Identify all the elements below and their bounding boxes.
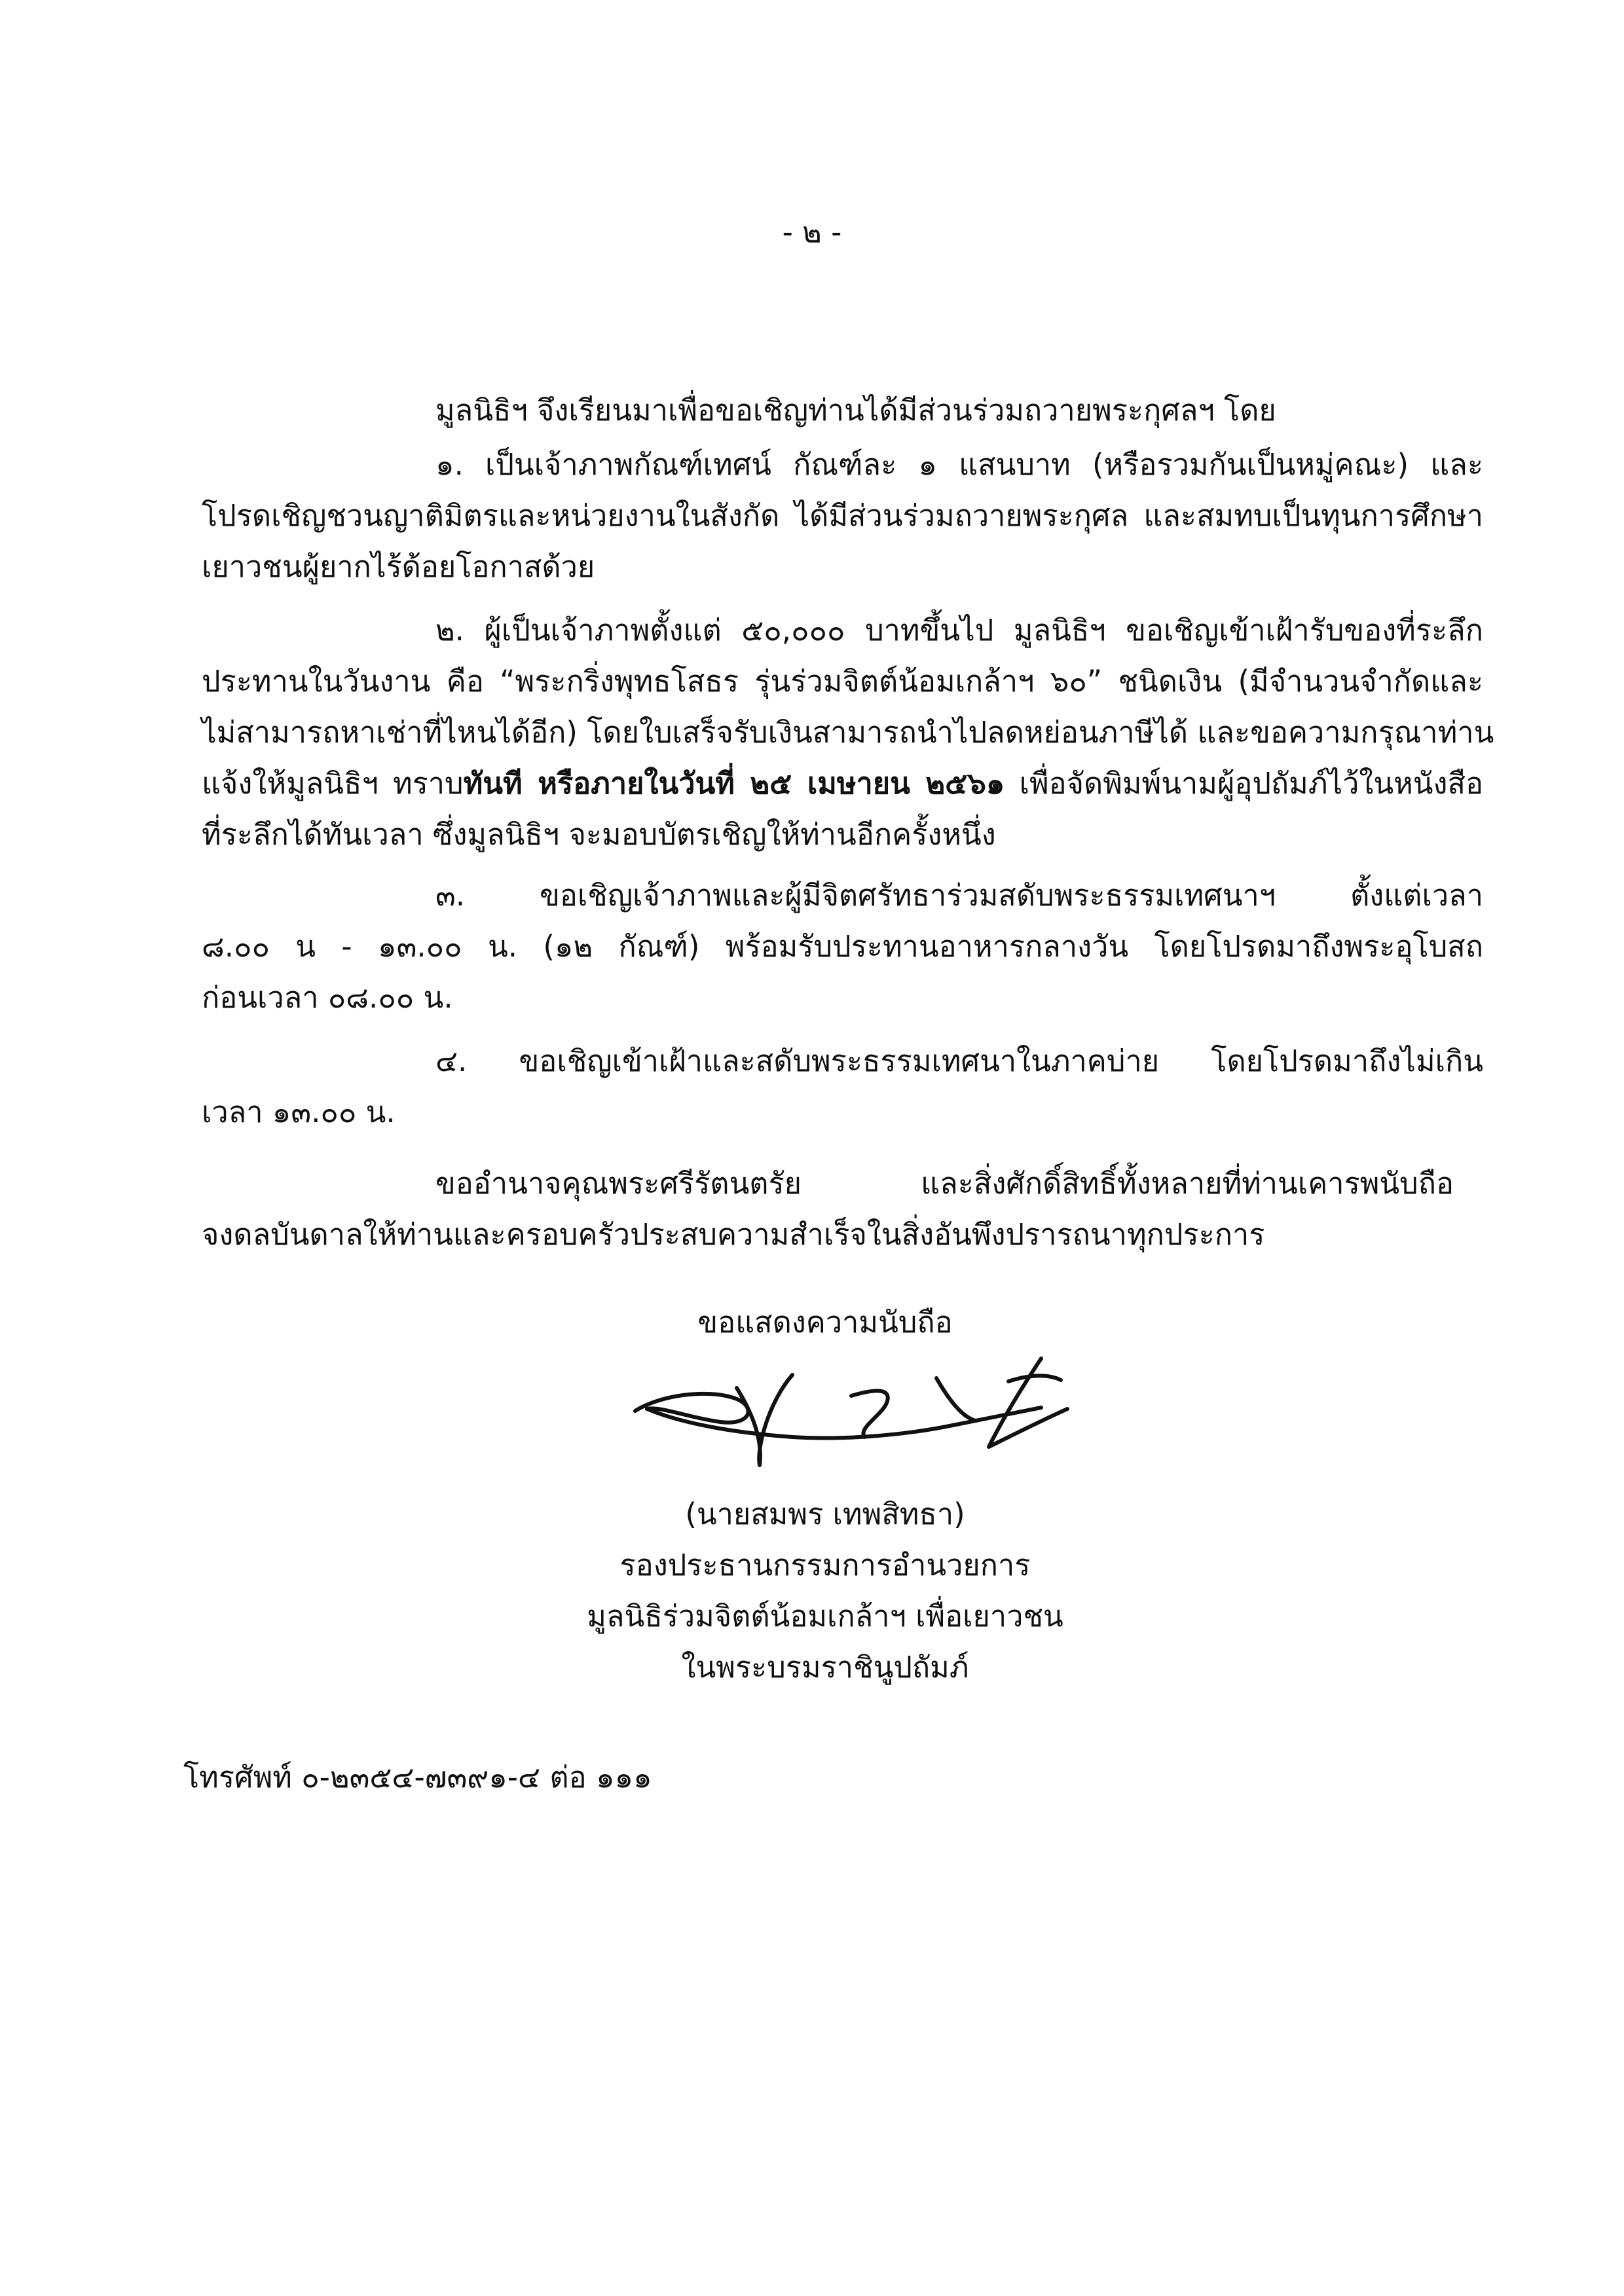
item4-line2: เวลา ๑๓.๐๐ น. xyxy=(202,1095,396,1129)
signer-name: (นายสมพร เทพสิทธา) xyxy=(685,1497,965,1531)
item1-line2: โปรดเชิญชวนญาติมิตรและหน่วยงานในสังกัด ได้มีส่วนร่วมถวายพระกุศล และสมทบเป็นทุนการศึกษา xyxy=(202,498,1483,533)
blessing-line1: ขออำนาจคุณพระศรีรัตนตรัย และสิ่งศักดิ์สิทธิ์ทั้งหลายที่ท่านเคารพนับถือ xyxy=(435,1166,1454,1201)
item2-line5: ที่ระลึกได้ทันเวลา ซึ่งมูลนิธิฯ จะมอบบัตรเชิญให้ท่านอีกครั้งหนึ่ง xyxy=(202,817,996,852)
item2-line4-text-b: เพื่อจัดพิมพ์นามผู้อุปถัมภ์ไว้ในหนังสือ xyxy=(1005,766,1484,801)
item2-line1: ๒. ผู้เป็นเจ้าภาพตั้งแต่ ๕๐,๐๐๐ บาทขึ้นไป มูลนิธิฯ ขอเชิญเข้าเฝ้ารับของที่ระลึก xyxy=(435,613,1483,647)
item3-line1: ๓. ขอเชิญเจ้าภาพและผู้มีจิตศรัทธาร่วมสดับพระธรรมเทศนาฯ ตั้งแต่เวลา xyxy=(435,878,1483,913)
signer-patronage: ในพระบรมราชินูปถัมภ์ xyxy=(681,1650,969,1685)
item2-deadline-emphasis: ทันที หรือภายในวันที่ ๒๕ เมษายน ๒๕๖๑ xyxy=(463,766,1005,801)
item1-line1: ๑. เป็นเจ้าภาพกัณฑ์เทศน์ กัณฑ์ละ ๑ แสนบาท (หรือรวมกันเป็นหมู่คณะ) และ xyxy=(435,447,1483,482)
blessing-line2: จงดลบันดาลให้ท่านและครอบครัวประสบความสำเร็จในสิ่งอันพึงปรารถนาทุกประการ xyxy=(202,1217,1265,1252)
item3-line2: ๘.๐๐ น - ๑๓.๐๐ น. (๑๒ กัณฑ์) พร้อมรับประทานอาหารกลางวัน โดยโปรดมาถึงพระอุโบสถ xyxy=(202,929,1483,964)
handwritten-signature xyxy=(622,1349,1094,1473)
item2-line4 xyxy=(202,764,1483,803)
closing-salutation: ขอแสดงความนับถือ xyxy=(697,1305,953,1339)
phone-number: โทรศัพท์ ๐-๒๓๕๔-๗๓๙๑-๔ ต่อ ๑๑๑ xyxy=(183,1760,652,1795)
item4-line1: ๔. ขอเชิญเข้าเฝ้าและสดับพระธรรมเทศนาในภาคบ่าย โดยโปรดมาถึงไม่เกิน xyxy=(435,1044,1483,1078)
page-number: - ๒ - xyxy=(782,215,842,249)
item1-line3: เยาวชนผู้ยากไร้ด้อยโอกาสด้วย xyxy=(202,549,595,584)
item2-line4-text-a: แจ้งให้มูลนิธิฯ ทราบ xyxy=(202,766,464,801)
item3-line3: ก่อนเวลา ๐๘.๐๐ น. xyxy=(202,980,453,1015)
signer-title: รองประธานกรรมการอำนวยการ xyxy=(619,1548,1031,1582)
item2-line3: ไม่สามารถหาเช่าที่ไหนได้อีก) โดยใบเสร็จรับเงินสามารถนำไปลดหย่อนภาษีได้ และขอความกรุณาท่าน xyxy=(202,715,1494,750)
item2-line2: ประทานในวันงาน คือ “พระกริ่งพุทธโสธร รุ่นร่วมจิตต์น้อมเกล้าฯ ๖๐” ชนิดเงิน (มีจำนวนจำกัดและ xyxy=(202,664,1483,699)
signer-organization: มูลนิธิร่วมจิตต์น้อมเกล้าฯ เพื่อเยาวชน xyxy=(587,1599,1063,1633)
intro-paragraph: มูลนิธิฯ จึงเรียนมาเพื่อขอเชิญท่านได้มีส่วนร่วมถวายพระกุศลฯ โดย xyxy=(435,393,1276,428)
